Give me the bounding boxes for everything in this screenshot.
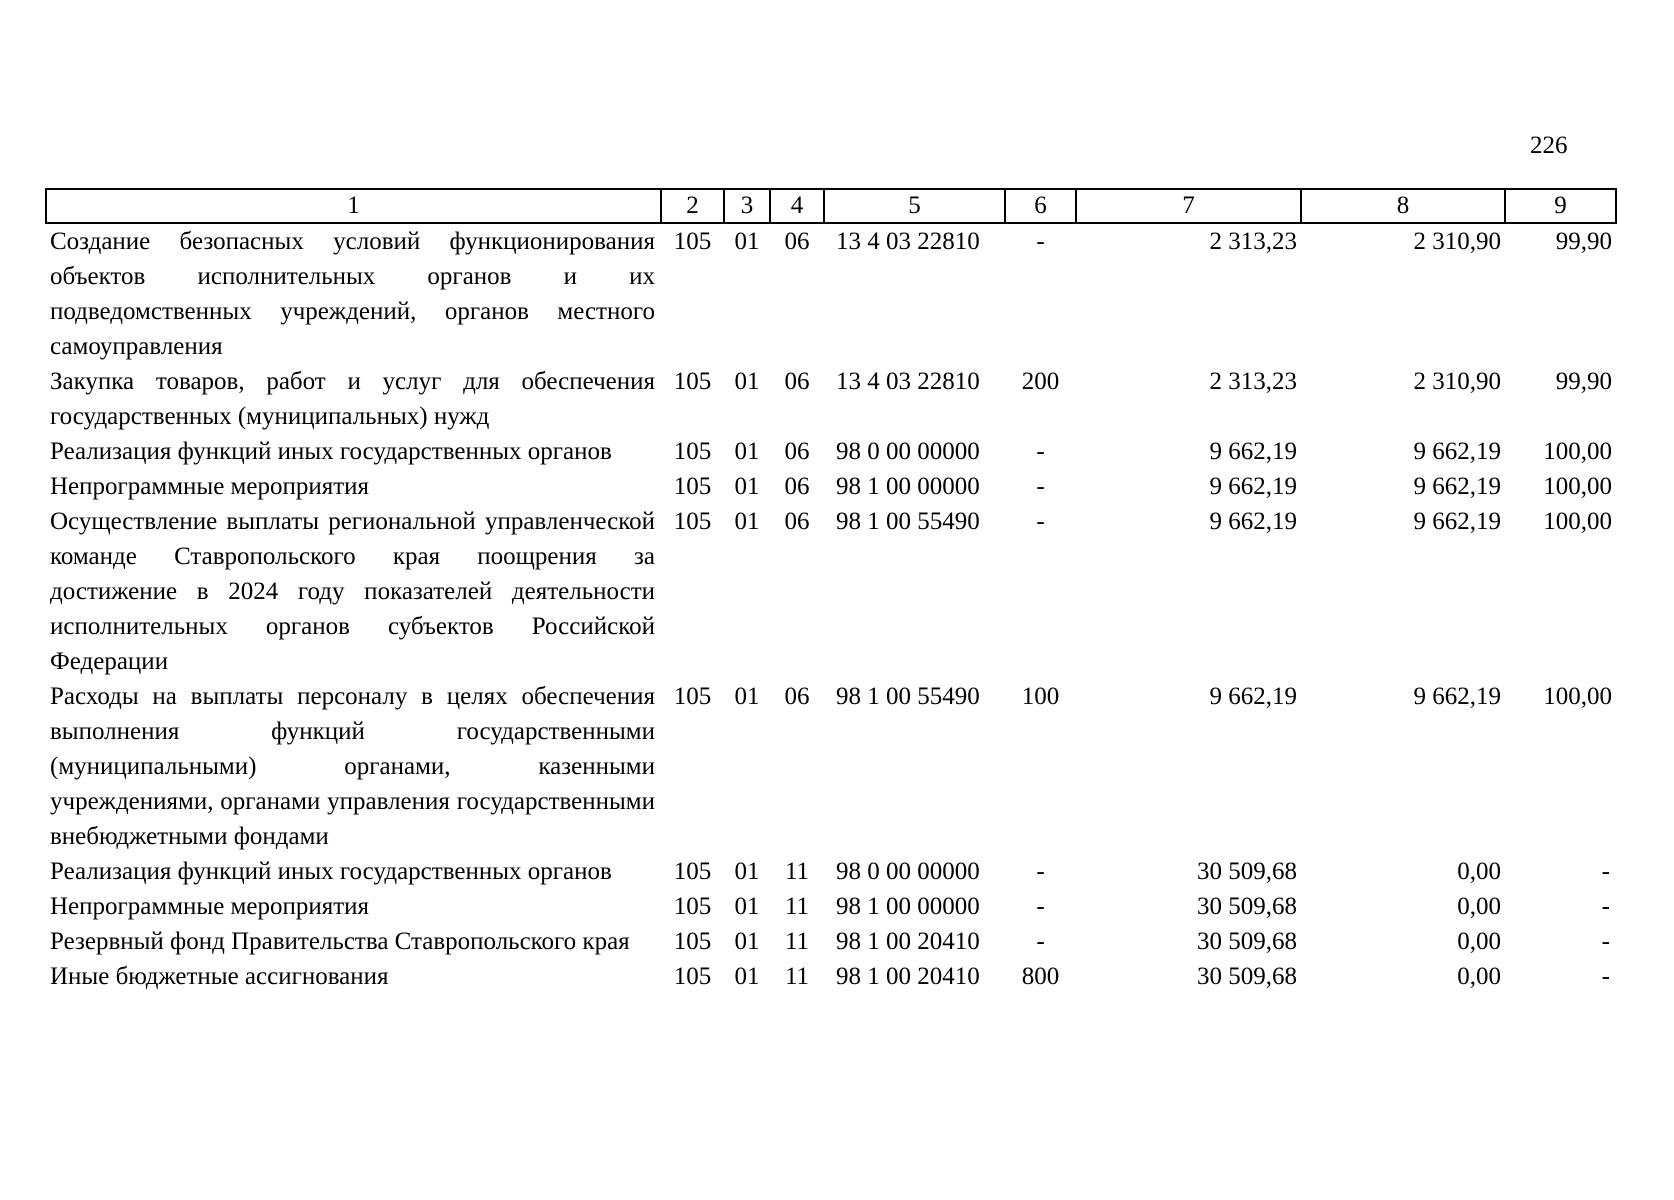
- row-subsection-code: 06: [784, 368, 810, 395]
- row-subsection-code: 06: [784, 438, 810, 465]
- row-percent: -: [1601, 858, 1610, 885]
- header-col-2: 2: [661, 189, 724, 223]
- row-section-code: 01: [734, 508, 760, 535]
- row-target-code: 98 1 00 20410: [836, 963, 980, 990]
- row-expense-type: -: [1036, 928, 1045, 955]
- row-target-code: 98 0 00 00000: [836, 858, 980, 885]
- row-expense-type: -: [1036, 473, 1045, 500]
- row-planned: 9 662,19: [1209, 473, 1297, 500]
- row-percent: 100,00: [1543, 438, 1612, 465]
- row-planned: 2 313,23: [1209, 368, 1297, 395]
- header-col-4: 4: [770, 189, 824, 223]
- row-executed: 0,00: [1457, 928, 1501, 955]
- row-percent: 100,00: [1543, 473, 1612, 500]
- row-expense-type: 800: [1021, 963, 1060, 990]
- row-ministry-code: 105: [673, 683, 712, 710]
- header-col-9: 9: [1505, 189, 1616, 223]
- row-executed: 0,00: [1457, 963, 1501, 990]
- row-subsection-code: 11: [784, 858, 810, 885]
- row-subsection-code: 11: [784, 963, 810, 990]
- row-percent: 100,00: [1543, 508, 1612, 535]
- table-row: [46, 364, 1616, 434]
- row-name: Реализация функций иных государственных органов: [50, 858, 612, 885]
- row-ministry-code: 105: [673, 473, 712, 500]
- row-subsection-code: 06: [784, 683, 810, 710]
- table-row: [46, 469, 1616, 504]
- row-target-code: 98 1 00 00000: [836, 473, 980, 500]
- row-ministry-code: 105: [673, 368, 712, 395]
- row-percent: -: [1601, 893, 1610, 920]
- row-expense-type: -: [1036, 438, 1045, 465]
- row-planned: 30 509,68: [1197, 928, 1297, 955]
- row-target-code: 98 1 00 20410: [836, 928, 980, 955]
- row-executed: 2 310,90: [1413, 228, 1501, 255]
- table-row: [46, 854, 1616, 889]
- row-executed: 9 662,19: [1413, 683, 1501, 710]
- row-expense-type: -: [1036, 893, 1045, 920]
- header-col-7: 7: [1076, 189, 1301, 223]
- row-subsection-code: 06: [784, 473, 810, 500]
- row-section-code: 01: [734, 858, 760, 885]
- table-row: [46, 889, 1616, 924]
- row-ministry-code: 105: [673, 228, 712, 255]
- row-executed: 9 662,19: [1413, 438, 1501, 465]
- row-name: Закупка товаров, работ и услуг для обеспечения государственных (муниципальных) нужд: [50, 368, 655, 430]
- row-executed: 0,00: [1457, 858, 1501, 885]
- row-percent: -: [1601, 928, 1610, 955]
- row-executed: 0,00: [1457, 893, 1501, 920]
- header-col-8: 8: [1301, 189, 1505, 223]
- row-target-code: 98 1 00 55490: [836, 683, 980, 710]
- page-number: 226: [1530, 132, 1568, 159]
- row-name: Непрограммные мероприятия: [50, 473, 370, 500]
- table-row: [46, 924, 1616, 959]
- row-section-code: 01: [734, 473, 760, 500]
- row-planned: 2 313,23: [1209, 228, 1297, 255]
- header-col-3: 3: [724, 189, 770, 223]
- row-name: Расходы на выплаты персоналу в целях обеспечения выполнения функций государственными (муниципальными) органами, казенными учреждениями, органами управления государственными внебюджетными фондами: [50, 683, 655, 850]
- row-subsection-code: 06: [784, 228, 810, 255]
- row-expense-type: -: [1036, 228, 1045, 255]
- row-target-code: 13 4 03 22810: [836, 368, 980, 395]
- row-expense-type: 200: [1021, 368, 1060, 395]
- row-percent: 99,90: [1555, 368, 1612, 395]
- row-name: Реализация функций иных государственных органов: [50, 438, 612, 465]
- row-subsection-code: 06: [784, 508, 810, 535]
- table-row: [46, 223, 1616, 364]
- row-subsection-code: 11: [784, 928, 810, 955]
- row-ministry-code: 105: [673, 438, 712, 465]
- header-row: [46, 189, 1616, 223]
- row-section-code: 01: [734, 438, 760, 465]
- row-percent: -: [1601, 963, 1610, 990]
- row-name: Непрограммные мероприятия: [50, 893, 370, 920]
- header-col-1: 1: [46, 189, 661, 223]
- row-ministry-code: 105: [673, 963, 712, 990]
- row-executed: 9 662,19: [1413, 508, 1501, 535]
- row-target-code: 98 0 00 00000: [836, 438, 980, 465]
- row-planned: 30 509,68: [1197, 858, 1297, 885]
- row-subsection-code: 11: [784, 893, 810, 920]
- row-executed: 9 662,19: [1413, 473, 1501, 500]
- row-section-code: 01: [734, 368, 760, 395]
- table-row: [46, 504, 1616, 679]
- row-ministry-code: 105: [673, 893, 712, 920]
- row-target-code: 98 1 00 00000: [836, 893, 980, 920]
- row-section-code: 01: [734, 228, 760, 255]
- row-name: Иные бюджетные ассигнования: [50, 963, 389, 990]
- header-col-5: 5: [824, 189, 1005, 223]
- row-ministry-code: 105: [673, 858, 712, 885]
- table-header: [46, 189, 1616, 223]
- row-expense-type: 100: [1021, 683, 1060, 710]
- row-percent: 99,90: [1555, 228, 1612, 255]
- row-planned: 9 662,19: [1209, 438, 1297, 465]
- row-name: Резервный фонд Правительства Ставропольского края: [50, 928, 630, 955]
- row-planned: 30 509,68: [1197, 963, 1297, 990]
- row-expense-type: -: [1036, 858, 1045, 885]
- table-row: [46, 679, 1616, 854]
- row-section-code: 01: [734, 893, 760, 920]
- row-ministry-code: 105: [673, 508, 712, 535]
- row-name: Создание безопасных условий функционирования объектов исполнительных органов и их подведомственных учреждений, органов местного самоуправления: [50, 228, 655, 360]
- row-planned: 9 662,19: [1209, 683, 1297, 710]
- row-planned: 30 509,68: [1197, 893, 1297, 920]
- row-section-code: 01: [734, 683, 760, 710]
- table-row: [46, 434, 1616, 469]
- row-expense-type: -: [1036, 508, 1045, 535]
- table-body: [46, 223, 1616, 994]
- row-target-code: 98 1 00 55490: [836, 508, 980, 535]
- row-percent: 100,00: [1543, 683, 1612, 710]
- row-planned: 9 662,19: [1209, 508, 1297, 535]
- row-section-code: 01: [734, 928, 760, 955]
- header-col-6: 6: [1005, 189, 1076, 223]
- row-ministry-code: 105: [673, 928, 712, 955]
- row-target-code: 13 4 03 22810: [836, 228, 980, 255]
- row-name: Осуществление выплаты региональной управленческой команде Ставропольского края поощрения за достижение в 2024 году показателей деятельности исполнительных органов субъектов Российской Федерации: [50, 508, 655, 675]
- table-row: [46, 959, 1616, 994]
- row-executed: 2 310,90: [1413, 368, 1501, 395]
- budget-table: [45, 188, 1617, 994]
- row-section-code: 01: [734, 963, 760, 990]
